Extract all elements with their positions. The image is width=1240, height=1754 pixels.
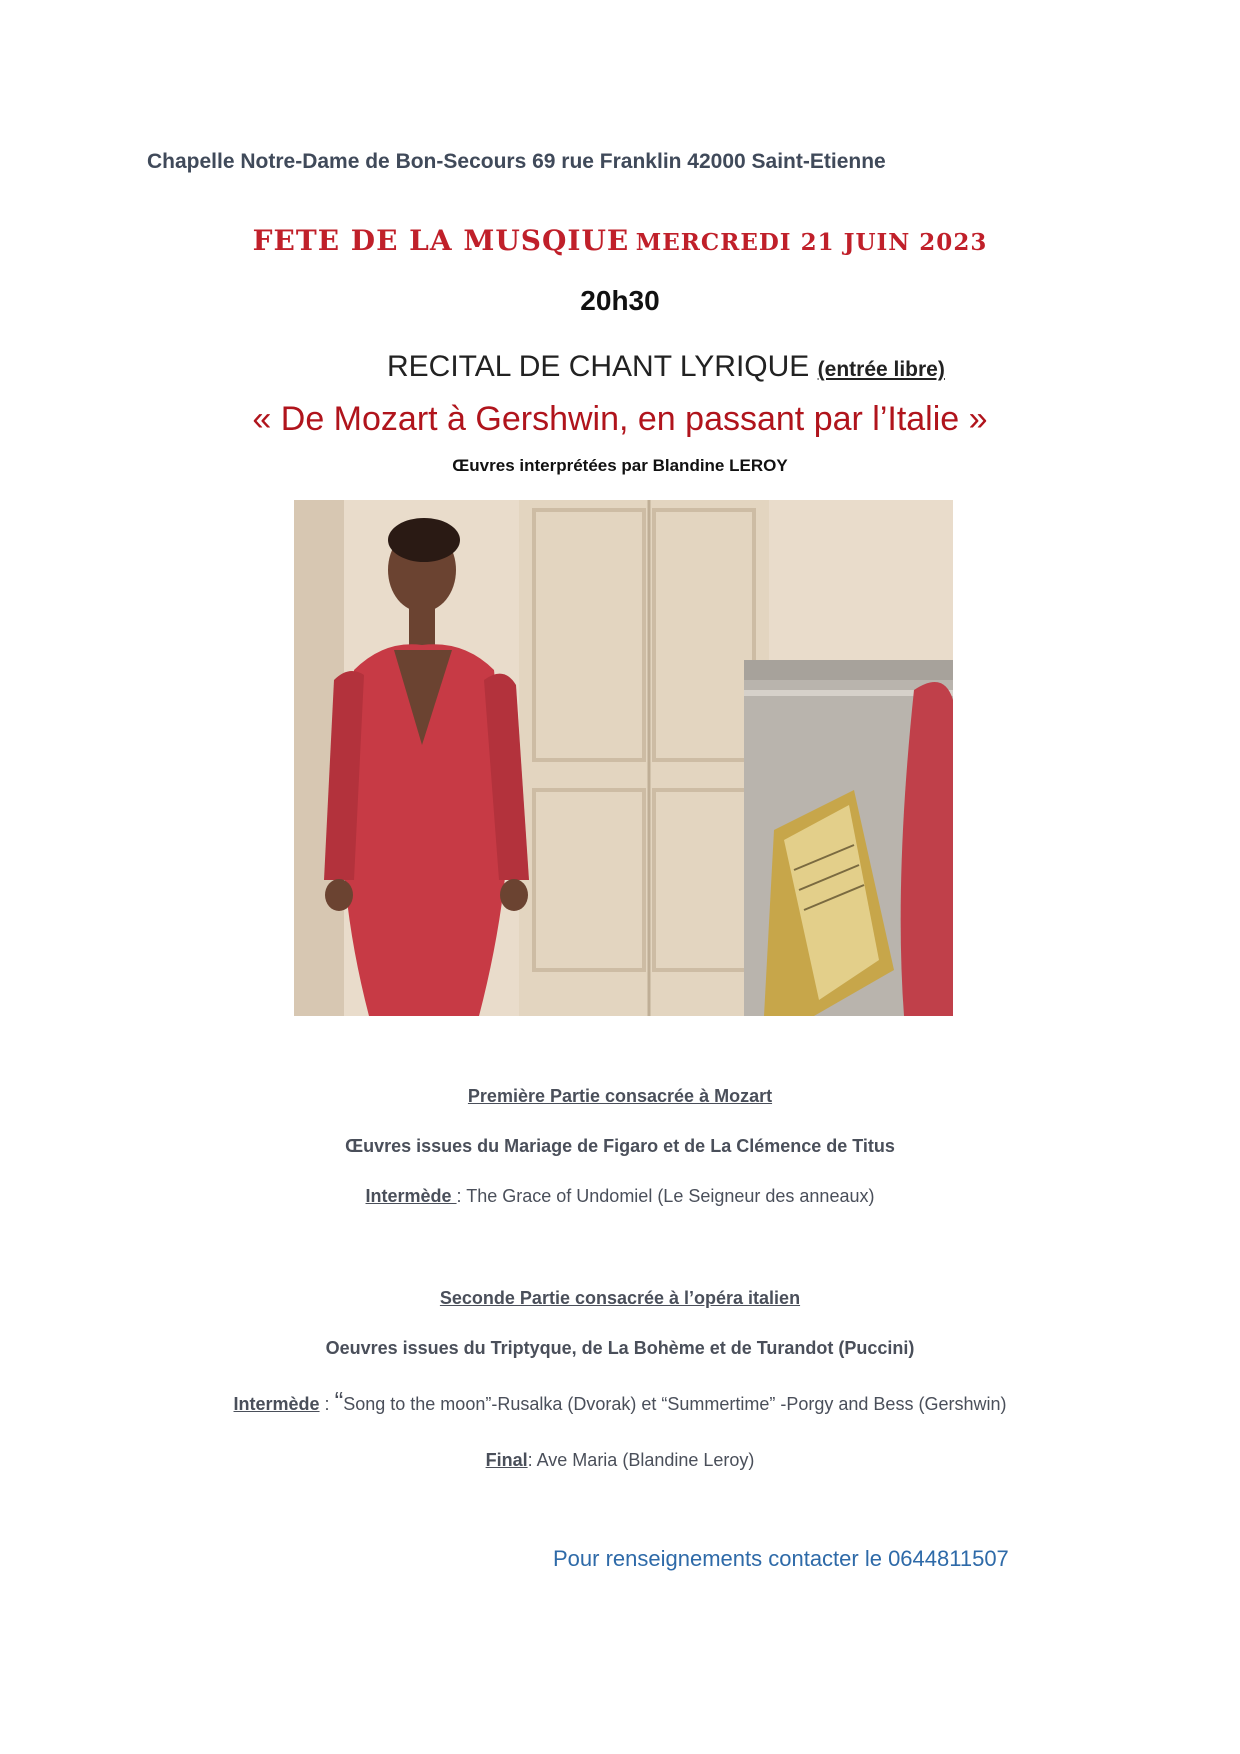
event-time: 20h30	[580, 285, 660, 316]
final-text: : Ave Maria (Blandine Leroy)	[527, 1450, 755, 1470]
part2-heading: Seconde Partie consacrée à l’opéra italien	[439, 1288, 801, 1308]
part2-interlude-text: Song to the moon”-Rusalka (Dvorak) et “Summertime” -Porgy and Bess (Gershwin)	[343, 1394, 1007, 1414]
singer-photo	[294, 500, 953, 1016]
part1-interlude-sep: :	[456, 1186, 467, 1206]
part1-interlude-text: The Grace of Undomiel (Le Seigneur des anneaux)	[466, 1186, 875, 1206]
part1-works: Œuvres issues du Mariage de Figaro et de La Clémence de Titus	[345, 1136, 895, 1156]
contact-line: Pour renseignements contacter le 0644811507	[553, 1546, 1009, 1571]
concert-subtitle: « De Mozart à Gershwin, en passant par l’Italie »	[252, 400, 988, 438]
part1-interlude	[0, 1186, 1240, 1207]
part2-works: Oeuvres issues du Triptyque, de La Bohème et de Turandot (Puccini)	[325, 1338, 915, 1358]
recital-title: RECITAL DE CHANT LYRIQUE	[387, 350, 810, 383]
part1-heading: Première Partie consacrée à Mozart	[467, 1086, 773, 1106]
venue-address: Chapelle Notre-Dame de Bon-Secours 69 rue Franklin 42000 Saint-Etienne	[147, 150, 886, 173]
entry-note: (entrée libre)	[817, 358, 945, 381]
final-line	[0, 1450, 1240, 1471]
part2-interlude-label: Intermède	[233, 1394, 320, 1414]
festival-date: MERCREDI 21 JUIN 2023	[635, 229, 988, 256]
festival-name: FETE DE LA MUSQIUE	[252, 224, 630, 257]
performer-line: Œuvres interprétées par Blandine LEROY	[452, 456, 788, 475]
recital-title-line	[387, 350, 945, 384]
final-label: Final	[485, 1450, 528, 1470]
part1-interlude-label: Intermède	[365, 1186, 457, 1206]
part2-interlude-sep: :	[319, 1394, 335, 1414]
part2-interlude	[0, 1386, 1240, 1417]
part2-interlude-quote: “	[334, 1386, 344, 1416]
festival-header	[0, 224, 1240, 257]
